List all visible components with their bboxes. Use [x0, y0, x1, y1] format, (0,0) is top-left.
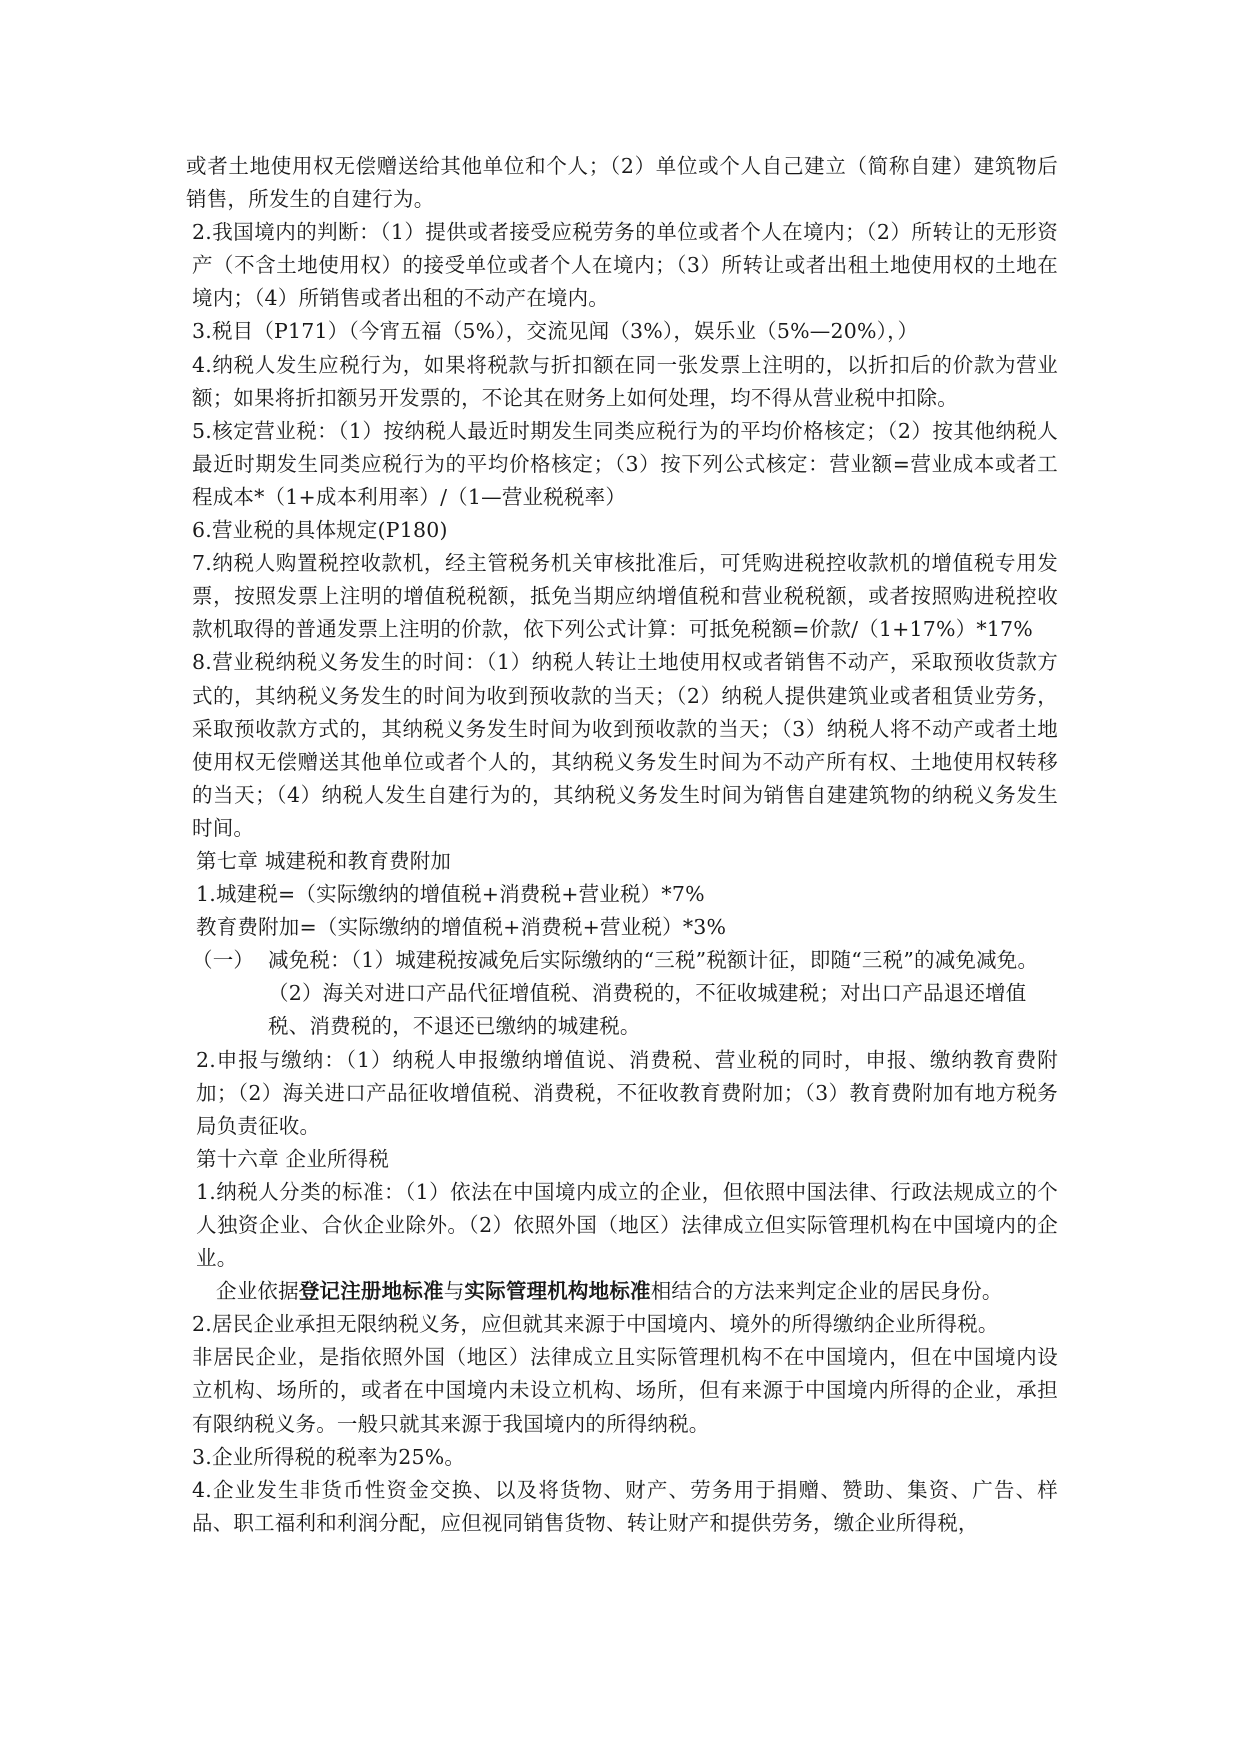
paragraph: 8.营业税纳税义务发生的时间：（1）纳税人转让土地使用权或者销售不动产，采取预收货款方式的，其纳税义务发生的时间为收到预收款的当天；（2）纳税人提供建筑业或者租赁业劳务，采取预收款方式的，其纳税义务发生时间为收到预收款的当天；（3）纳税人将不动产或者土地使用权无偿赠送其他单位或者个人的，其纳税义务发生时间为不动产所有权、土地使用权转移的当天；（4）纳税人发生自建行为的，其纳税义务发生时间为销售自建建筑物的纳税义务发生时间。	[192, 650, 1058, 840]
paragraph: 非居民企业，是指依照外国（地区）法律成立且实际管理机构不在中国境内，但在中国境内设立机构、场所的，或者在中国境内未设立机构、场所，但有来源于中国境内所得的企业，承担有限纳税义务。一般只就其来源于我国境内的所得纳税。	[192, 1345, 1058, 1436]
paragraph: 3.企业所得税的税率为25%。	[192, 1444, 466, 1469]
document-body	[186, 150, 1058, 1540]
paragraph: 1.纳税人分类的标准：（1）依法在中国境内成立的企业，但依照中国法律、行政法规成立的个人独资企业、合伙企业除外。（2）依照外国（地区）法律成立但实际管理机构在中国境内的企业。	[196, 1179, 1058, 1271]
paragraph: 或者土地使用权无偿赠送给其他单位和个人；（2）单位或个人自己建立（简称自建）建筑物后销售，所发生的自建行为。	[186, 154, 1058, 212]
paragraph	[186, 1275, 1058, 1308]
numbered-item	[186, 944, 1058, 1043]
bold-term: 登记注册地标准	[298, 1279, 444, 1304]
item-number: （一）	[192, 948, 255, 973]
paragraph: 3.税目（P171）（今宵五福（5%），交流见闻（3%），娱乐业（5%—20%），）	[192, 319, 919, 344]
paragraph: 2.居民企业承担无限纳税义务，应但就其来源于中国境内、境外的所得缴纳企业所得税。	[192, 1312, 999, 1337]
item-text: 减免税：（1）城建税按减免后实际缴纳的“三税”税额计征，即随“三税”的减免减免。（2）海关对进口产品代征增值税、消费税的，不征收城建税；对出口产品退还增值税、消费税的，不退还已缴纳的城建税。	[268, 948, 1039, 1039]
chapter-heading: 第七章 城建税和教育费附加	[196, 848, 452, 873]
paragraph: 教育费附加=（实际缴纳的增值税+消费税+营业税）*3%	[196, 915, 727, 940]
paragraph: 4.企业发生非货币性资金交换、以及将货物、财产、劳务用于捐赠、赞助、集资、广告、样品、职工福利和利润分配，应但视同销售货物、转让财产和提供劳务，缴企业所得税，	[192, 1477, 1058, 1535]
paragraph: 4.纳税人发生应税行为，如果将税款与折扣额在同一张发票上注明的，以折扣后的价款为营业额；如果将折扣额另开发票的，不论其在财务上如何处理，均不得从营业税中扣除。	[192, 352, 1058, 410]
paragraph: 7.纳税人购置税控收款机，经主管税务机关审核批准后，可凭购进税控收款机的增值税专用发票，按照发票上注明的增值税税额，抵免当期应纳增值税和营业税税额，或者按照购进税控收款机取得的普通发票上注明的价款，依下列公式计算：可抵免税额=价款/（1+17%）*17%	[192, 551, 1058, 642]
paragraph: 6.营业税的具体规定(P180)	[192, 518, 448, 543]
paragraph: 1.城建税=（实际缴纳的增值税+消费税+营业税）*7%	[196, 882, 705, 907]
paragraph: 2.申报与缴纳：（1）纳税人申报缴纳增值说、消费税、营业税的同时，申报、缴纳教育费附加；（2）海关进口产品征收增值税、消费税，不征收教育费附加；（3）教育费附加有地方税务局负责征收。	[196, 1047, 1058, 1138]
text-run: 企业依据	[216, 1279, 299, 1304]
paragraph: 5.核定营业税：（1）按纳税人最近时期发生同类应税行为的平均价格核定；（2）按其他纳税人最近时期发生同类应税行为的平均价格核定；（3）按下列公式核定：营业额=营业成本或者工程成本*（1+成本利用率）/（1—营业税税率）	[192, 418, 1058, 509]
paragraph: 2.我国境内的判断：（1）提供或者接受应税劳务的单位或者个人在境内；（2）所转让的无形资产（不含土地使用权）的接受单位或者个人在境内；（3）所转让或者出租土地使用权的土地在境内；（4）所销售或者出租的不动产在境内。	[192, 220, 1058, 311]
chapter-heading: 第十六章 企业所得税	[196, 1146, 390, 1171]
text-run: 相结合的方法来判定企业的居民身份。	[650, 1279, 1003, 1304]
bold-term: 实际管理机构地标准	[464, 1279, 651, 1304]
text-run: 与	[443, 1279, 465, 1304]
